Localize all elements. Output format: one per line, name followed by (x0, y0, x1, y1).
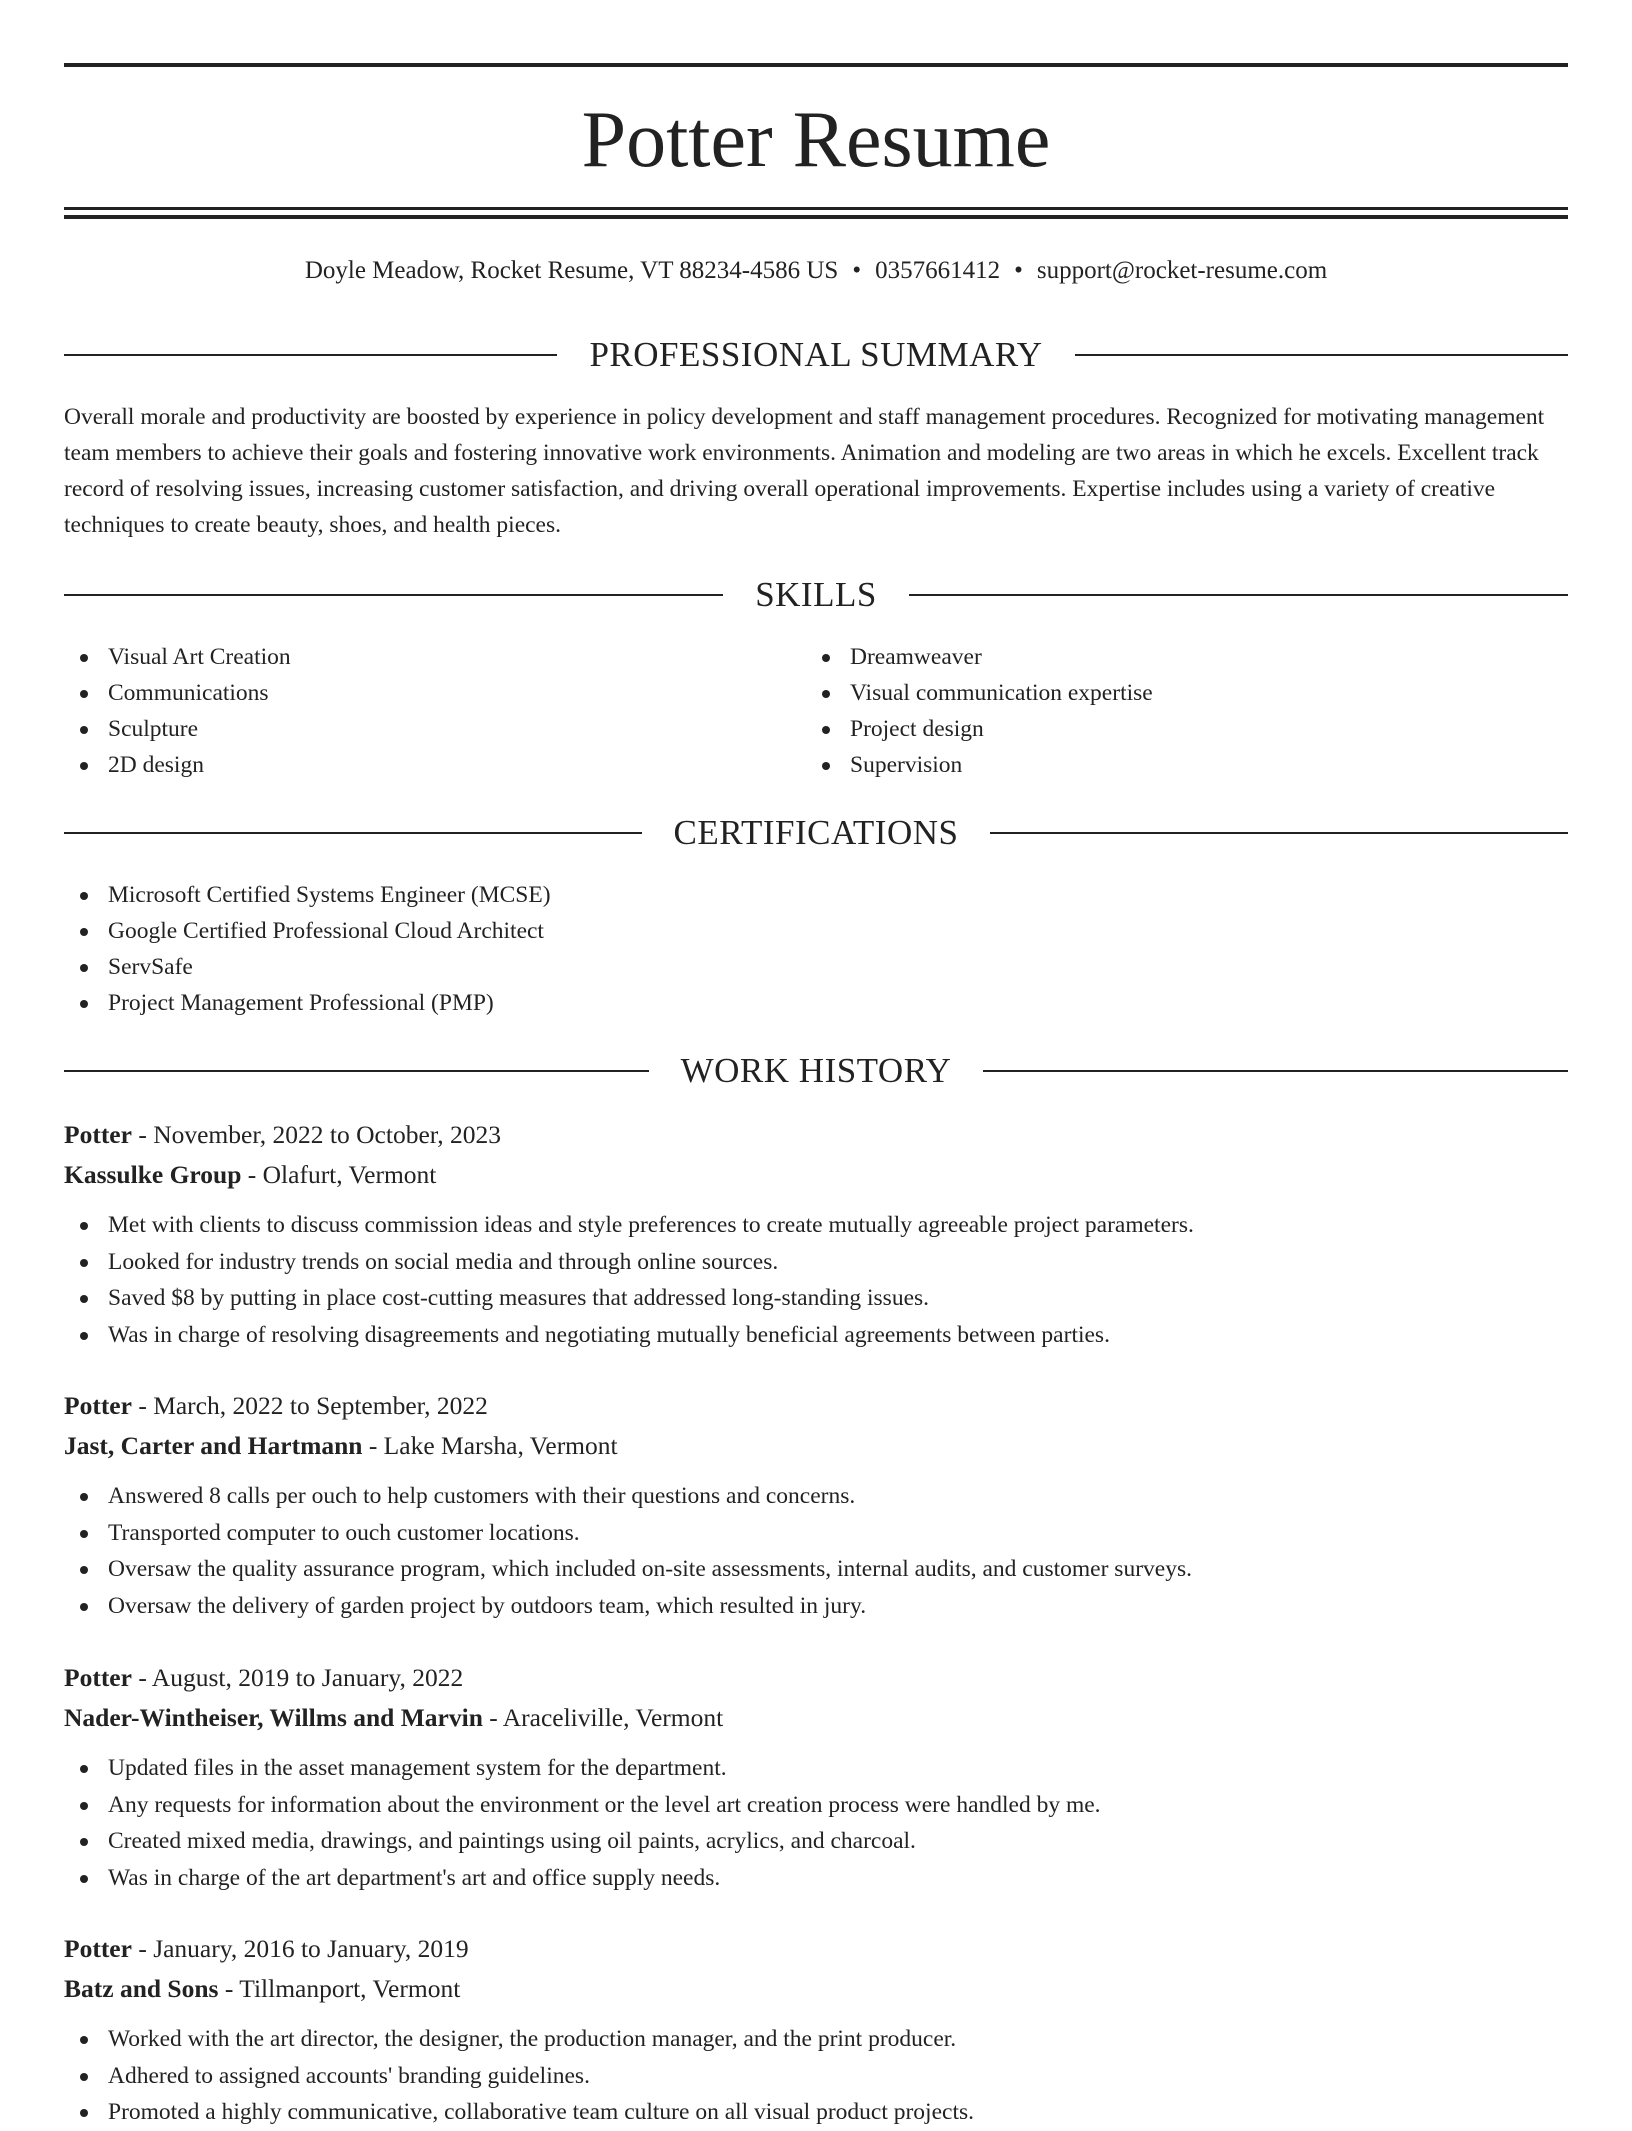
list-item: Looked for industry trends on social media and through online sources. (64, 1244, 1568, 1281)
list-item: Any requests for information about the environment or the level art creation process were handled by me. (64, 1787, 1568, 1824)
job-company: Jast, Carter and Hartmann (64, 1431, 363, 1460)
section-title: PROFESSIONAL SUMMARY (589, 335, 1043, 374)
list-item: Dreamweaver (806, 639, 1153, 675)
summary-paragraph: Overall morale and productivity are boosted by experience in policy development and staff management procedures. Recognized for motivating management team members to achieve their goals and fostering innovative work environments. Animation and modeling are two areas in which he excels. Excellent track record of resolving issues, increasing customer satisfaction, and driving overall operational improvements. Expertise includes using a variety of creative techniques to create beauty, shoes, and health pieces. (64, 404, 1545, 538)
job-location: - Araceliville, Vermont (482, 1703, 724, 1732)
list-item: Created mixed media, drawings, and paintings using oil paints, acrylics, and charcoal. (64, 1823, 1568, 1860)
section-title: WORK HISTORY (680, 1051, 952, 1090)
skills-list-right (806, 639, 1153, 783)
heading-rule-left (64, 1070, 649, 1072)
list-item: Google Certified Professional Cloud Architect (64, 913, 551, 949)
section-heading-summary (64, 333, 1568, 377)
job-location: - Tillmanport, Vermont (218, 1974, 461, 2003)
job-dates: - November, 2022 to October, 2023 (131, 1120, 501, 1149)
job-entry (64, 1929, 1568, 2131)
list-item: Project Management Professional (PMP) (64, 985, 551, 1021)
header-top-rule (64, 63, 1568, 67)
job-bullets (64, 1478, 1568, 1624)
contact-separator: • (1014, 257, 1023, 284)
contact-email: support@rocket-resume.com (1036, 257, 1328, 284)
list-item: Visual communication expertise (806, 675, 1153, 711)
job-title: Potter (64, 1120, 132, 1149)
job-dates: - March, 2022 to September, 2022 (131, 1391, 488, 1420)
list-item: Microsoft Certified Systems Engineer (MCSE) (64, 877, 551, 913)
job-company: Batz and Sons (64, 1974, 219, 2003)
section-heading-certifications (64, 811, 1568, 855)
job-entry (64, 1658, 1568, 1896)
job-title: Potter (64, 1663, 132, 1692)
job-bullets (64, 1207, 1568, 1353)
list-item: Adhered to assigned accounts' branding guidelines. (64, 2058, 1568, 2095)
heading-rule-left (64, 594, 723, 596)
contact-line (64, 253, 1568, 289)
job-location: - Olafurt, Vermont (241, 1160, 437, 1189)
skills-column-right (806, 639, 1153, 783)
list-item: Oversaw the delivery of garden project by outdoors team, which resulted in jury. (64, 1588, 1568, 1625)
job-entry (64, 1115, 1568, 1353)
list-item: Project design (806, 711, 1153, 747)
job-company: Nader-Wintheiser, Willms and Marvin (64, 1703, 483, 1732)
header-double-rule (64, 207, 1568, 219)
list-item: ServSafe (64, 949, 551, 985)
list-item: Promoted a highly communicative, collaborative team culture on all visual product projects. (64, 2094, 1568, 2131)
list-item: 2D design (64, 747, 291, 783)
job-title: Potter (64, 1934, 132, 1963)
skills-column-left (64, 639, 291, 783)
list-item: Transported computer to ouch customer locations. (64, 1515, 1568, 1552)
heading-rule-right (1075, 354, 1568, 356)
list-item: Sculpture (64, 711, 291, 747)
list-item: Updated files in the asset management system for the department. (64, 1750, 1568, 1787)
list-item: Oversaw the quality assurance program, which included on-site assessments, internal audits, and customer surveys. (64, 1551, 1568, 1588)
job-location: - Lake Marsha, Vermont (362, 1431, 618, 1460)
job-dates: - January, 2016 to January, 2019 (131, 1934, 469, 1963)
section-heading-work-history (64, 1049, 1568, 1093)
job-dates: - August, 2019 to January, 2022 (131, 1663, 464, 1692)
list-item: Saved $8 by putting in place cost-cutting measures that addressed long-standing issues. (64, 1280, 1568, 1317)
contact-address: Doyle Meadow, Rocket Resume, VT 88234-4586 US (304, 257, 839, 284)
list-item: Answered 8 calls per ouch to help customers with their questions and concerns. (64, 1478, 1568, 1515)
job-entry (64, 1386, 1568, 1624)
section-heading-skills (64, 573, 1568, 617)
heading-rule-right (909, 594, 1568, 596)
list-item: Was in charge of the art department's art and office supply needs. (64, 1860, 1568, 1897)
heading-rule-right (983, 1070, 1568, 1072)
contact-separator: • (852, 257, 862, 284)
list-item: Visual Art Creation (64, 639, 291, 675)
list-item: Supervision (806, 747, 1153, 783)
certifications-block (64, 877, 551, 1021)
list-item: Communications (64, 675, 291, 711)
page-title: Potter Resume (581, 96, 1051, 184)
list-item: Was in charge of resolving disagreements and negotiating mutually beneficial agreements between parties. (64, 1317, 1568, 1354)
heading-rule-right (990, 832, 1568, 834)
certifications-list (64, 877, 551, 1021)
section-title: SKILLS (755, 575, 877, 614)
skills-list-left (64, 639, 291, 783)
job-title: Potter (64, 1391, 132, 1420)
job-company: Kassulke Group (64, 1160, 242, 1189)
heading-rule-left (64, 832, 642, 834)
heading-rule-left (64, 354, 557, 356)
job-bullets (64, 2021, 1568, 2131)
list-item: Met with clients to discuss commission ideas and style preferences to create mutually agreeable project parameters. (64, 1207, 1568, 1244)
contact-phone: 0357661412 (875, 257, 1001, 284)
list-item: Worked with the art director, the designer, the production manager, and the print producer. (64, 2021, 1568, 2058)
section-title: CERTIFICATIONS (673, 813, 959, 852)
job-bullets (64, 1750, 1568, 1896)
